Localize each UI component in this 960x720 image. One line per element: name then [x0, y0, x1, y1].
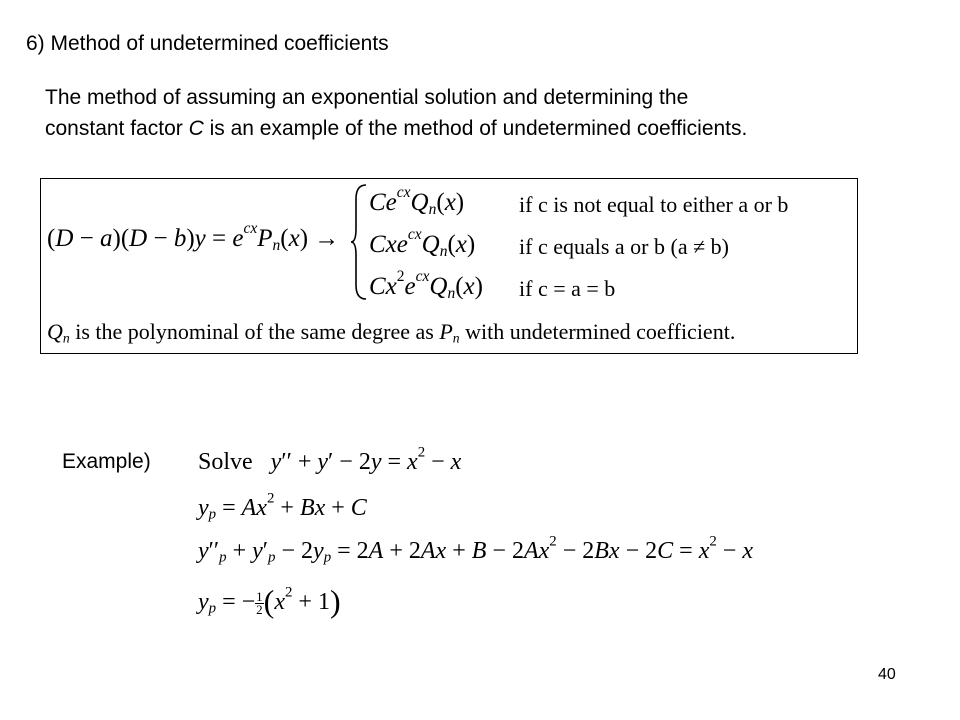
polynomial-note-end: with undetermined coefficient. — [459, 319, 736, 344]
page-number: 40 — [878, 666, 896, 683]
polynomial-note: $Q_n$ is the polynominal of the same degree as $P_n$ with undetermined coefficient. — [47, 319, 736, 346]
case-3-condition: if c = a = b — [519, 276, 616, 301]
case-3-solution: $Cx^2e^{cx}Q_n(x)$ — [369, 267, 483, 302]
solve-word: Solve — [198, 449, 253, 475]
case-1-solution: $Ce^{cx}Q_n(x)$ — [369, 183, 465, 218]
slide-heading: 6) Method of undetermined coefficients — [26, 32, 389, 55]
intro-line-2-end: is an example of the method of undetermined coefficients. — [203, 117, 748, 140]
substitution-step: $y''_p + y'_p - 2y_p = 2A + 2Ax + B - 2Ax^2 - 2Bx - 2C = x^2 - x$ — [198, 533, 753, 566]
example-label: Example) — [62, 450, 151, 473]
intro-paragraph — [45, 82, 925, 144]
particular-solution: $y_p$ = − $\frac{1}{2}$ $(x^2 + 1)$ — [198, 583, 341, 619]
case-2-condition: if c equals a or b (a ≠ b) — [519, 234, 729, 259]
intro-line-1: The method of assuming an exponential solution and determining the — [45, 86, 689, 109]
constant-c: C — [188, 117, 204, 140]
trial-solution: $y_p = Ax^2 + Bx + C$ — [198, 490, 367, 523]
left-brace-icon — [349, 183, 369, 301]
polynomial-note-middle: is the polynominal of the same degree as — [69, 319, 440, 344]
intro-line-2-start: constant factor — [45, 117, 189, 140]
operator-equation: $(D - a)(D - b)y = e^{cx}P_n(x)$ → — [47, 219, 340, 254]
case-2-solution: $Cxe^{cx}Q_n(x)$ — [369, 225, 476, 260]
case-1-condition: if c is not equal to either a or b — [519, 192, 789, 217]
one-half-fraction: $\frac{1}{2}$ — [256, 588, 263, 617]
intro-line-2 — [45, 113, 925, 144]
example-equation: Solve $y'' + y' - 2y = x^2 - x$ — [198, 444, 462, 475]
formula-box — [40, 178, 858, 354]
